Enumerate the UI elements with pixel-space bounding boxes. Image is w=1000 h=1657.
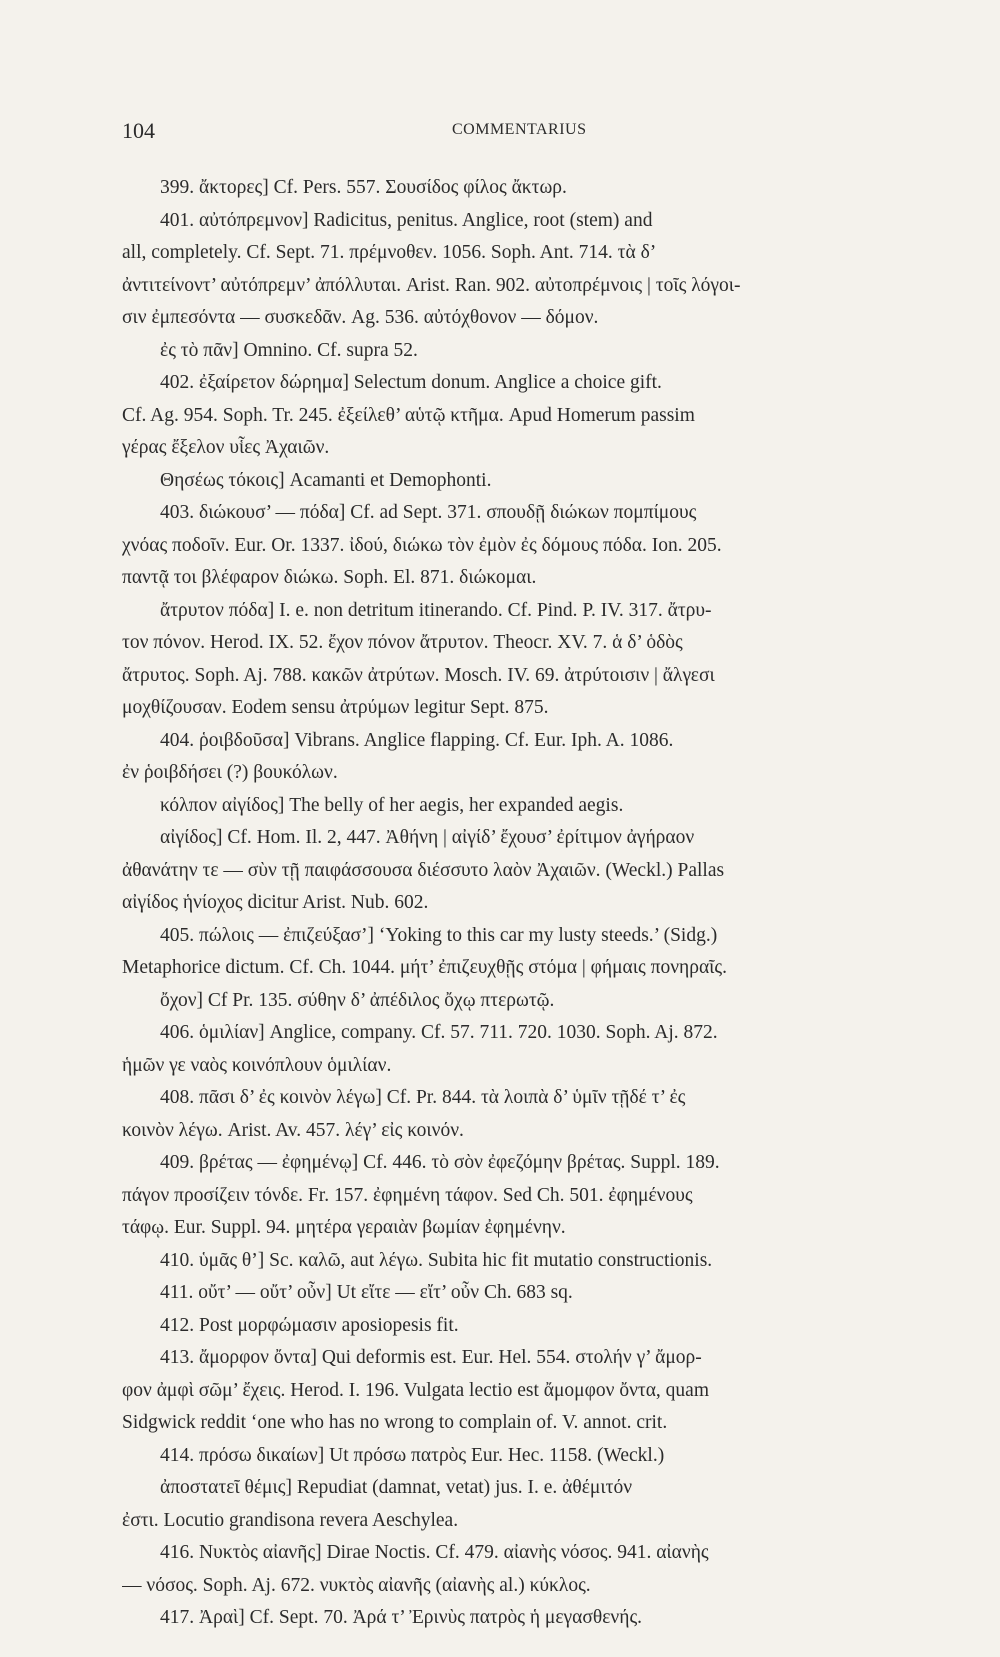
text-line: 399. ἄκτορες] Cf. Pers. 557. Σουσίδος φίλος ἄκτωρ. — [160, 177, 567, 198]
text-line: γέρας ἔξελον υἷες Ἀχαιῶν. — [122, 437, 330, 458]
text-line: 411. οὔτ’ — οὔτ’ οὖν] Ut εἴτε — εἴτ’ οὖν Ch. 683 sq. — [160, 1282, 573, 1303]
text-line: 412. Post μορφώμασιν aposiopesis fit. — [160, 1314, 459, 1336]
page-header — [122, 118, 932, 146]
text-line: ἐστι. Locutio grandisona revera Aeschylea. — [122, 1509, 459, 1531]
text-line: 416. Νυκτὸς αἰανῆς] Dirae Noctis. Cf. 479. αἰανὴς νόσος. 941. αἰανὴς — [160, 1542, 709, 1563]
text-line: 408. πᾶσι δ’ ἐς κοινὸν λέγω] Cf. Pr. 844. τὰ λοιπὰ δ’ ὑμῖν τῇδέ τ’ ἐς — [160, 1087, 686, 1108]
text-line: σιν ἐμπεσόντα — συσκεδᾶν. Ag. 536. αὐτόχθονον — δόμον. — [122, 307, 599, 328]
text-line: ἀποστατεῖ θέμις] Repudiat (damnat, vetat) jus. I. e. ἀθέμιτόν — [160, 1477, 633, 1498]
text-line: 414. πρόσω δικαίων] Ut πρόσω πατρὸς Eur. Hec. 1158. (Weckl.) — [160, 1444, 665, 1466]
text-line: Metaphorice dictum. Cf. Ch. 1044. μήτ’ ἐπιζευχθῇς στόμα | φήμαις πονηραῖς. — [122, 957, 728, 978]
text-line: παντᾷ τοι βλέφαρον διώκω. Soph. El. 871. διώκομαι. — [122, 567, 537, 588]
page-number: 104 — [122, 118, 155, 143]
text-line: τάφῳ. Eur. Suppl. 94. μητέρα γεραιὰν βωμίαν ἐφημένην. — [122, 1217, 566, 1238]
text-line: 405. πώλοις — ἐπιζεύξασ’] ‘Yoking to this car my lusty steeds.’ (Sidg.) — [160, 924, 718, 946]
text-line: 409. βρέτας — ἐφημένῳ] Cf. 446. τὸ σὸν ἐφεζόμην βρέτας. Suppl. 189. — [160, 1152, 720, 1173]
text-line: ἡμῶν γε ναὸς κοινόπλουν ὁμιλίαν. — [122, 1054, 392, 1076]
text-line: αἰγίδος] Cf. Hom. Il. 2, 447. Ἀθήνη | αἰγίδ’ ἔχουσ’ ἐρίτιμον ἀγήραον — [160, 827, 695, 848]
text-line: ἐς τὸ πᾶν] Omnino. Cf. supra 52. — [160, 339, 418, 361]
text-line: κόλπον αἰγίδος] The belly of her aegis, her expanded aegis. — [160, 794, 624, 816]
text-line: μοχθίζουσαν. Eodem sensu ἀτρύμων legitur Sept. 875. — [122, 697, 549, 718]
text-line: Cf. Ag. 954. Soph. Tr. 245. ἐξείλεθ’ αὑτῷ κτῆμα. Apud Homerum passim — [122, 404, 695, 426]
text-line: 410. ὑμᾶς θ’] Sc. καλῶ, aut λέγω. Subita hic fit mutatio constructionis. — [160, 1249, 713, 1271]
running-title: COMMENTARIUS — [452, 121, 587, 138]
text-line: 402. ἐξαίρετον δώρημα] Selectum donum. Anglice a choice gift. — [160, 372, 662, 393]
text-line: ἄτρυτον πόδα] I. e. non detritum itinerando. Cf. Pind. P. IV. 317. ἄτρυ- — [160, 599, 712, 621]
text-line: 406. ὁμιλίαν] Anglice, company. Cf. 57. 711. 720. 1030. Soph. Aj. 872. — [160, 1022, 718, 1043]
commentary-body — [122, 172, 932, 1635]
text-line: ἀντιτείνοντ’ αὐτόπρεμν’ ἀπόλλυται. Arist. Ran. 902. αὐτοπρέμνοις | τοῖς λόγοι- — [122, 274, 741, 296]
text-line: 413. ἄμορφον ὄντα] Qui deformis est. Eur. Hel. 554. στολήν γ’ ἄμορ- — [160, 1347, 702, 1368]
text-line: Sidgwick reddit ‘one who has no wrong to complain of. V. annot. crit. — [122, 1412, 668, 1433]
text-line: ὄχον] Cf Pr. 135. σύθην δ’ ἀπέδιλος ὄχῳ πτερωτῷ. — [160, 989, 555, 1011]
text-line: — νόσος. Soph. Aj. 672. νυκτὸς αἰανῆς (αἰανὴς al.) κύκλος. — [122, 1574, 591, 1596]
text-line: 404. ῥοιβδοῦσα] Vibrans. Anglice flapping. Cf. Eur. Iph. A. 1086. — [160, 729, 674, 751]
text-line: ἄτρυτος. Soph. Aj. 788. κακῶν ἀτρύτων. Mosch. IV. 69. ἀτρύτοισιν | ἄλγεσι — [122, 664, 715, 686]
text-line: φον ἀμφὶ σῶμ’ ἔχεις. Herod. I. 196. Vulgata lectio est ἄμομφον ὄντα, quam — [122, 1379, 710, 1401]
text-line: χνόας ποδοῖν. Eur. Or. 1337. ἰδού, διώκω τὸν ἐμὸν ἐς δόμους πόδα. Ion. 205. — [122, 534, 722, 556]
text-line: πάγον προσίζειν τόνδε. Fr. 157. ἐφημένη τάφον. Sed Ch. 501. ἐφημένους — [122, 1184, 693, 1206]
text-line: αἰγίδος ἡνίοχος dicitur Arist. Nub. 602. — [122, 892, 429, 913]
text-line: 401. αὐτόπρεμνον] Radicitus, penitus. Anglice, root (stem) and — [160, 209, 653, 231]
text-line: Θησέως τόκοις] Acamanti et Demophonti. — [160, 469, 492, 491]
text-line: ἀθανάτην τε — σὺν τῇ παιφάσσουσα διέσσυτο λαὸν Ἀχαιῶν. (Weckl.) Pallas — [122, 859, 725, 881]
text-line: all, completely. Cf. Sept. 71. πρέμνοθεν. 1056. Soph. Ant. 714. τὰ δ’ — [122, 242, 657, 263]
text-line: τον πόνον. Herod. IX. 52. ἔχον πόνον ἄτρυτον. Theocr. XV. 7. ἁ δ’ ὁδὸς — [122, 632, 683, 653]
text-line: κοινὸν λέγω. Arist. Av. 457. λέγ’ εἰς κοινόν. — [122, 1119, 464, 1141]
text-line: 417. Ἀραὶ] Cf. Sept. 70. Ἀρά τ’ Ἐρινὺς πατρὸς ἡ μεγασθενής. — [160, 1607, 643, 1628]
text-line: ἐν ῥοιβδήσει (?) βουκόλων. — [122, 762, 338, 783]
text-line: 403. διώκουσ’ — πόδα] Cf. ad Sept. 371. σπουδῇ διώκων πομπίμους — [160, 502, 697, 523]
